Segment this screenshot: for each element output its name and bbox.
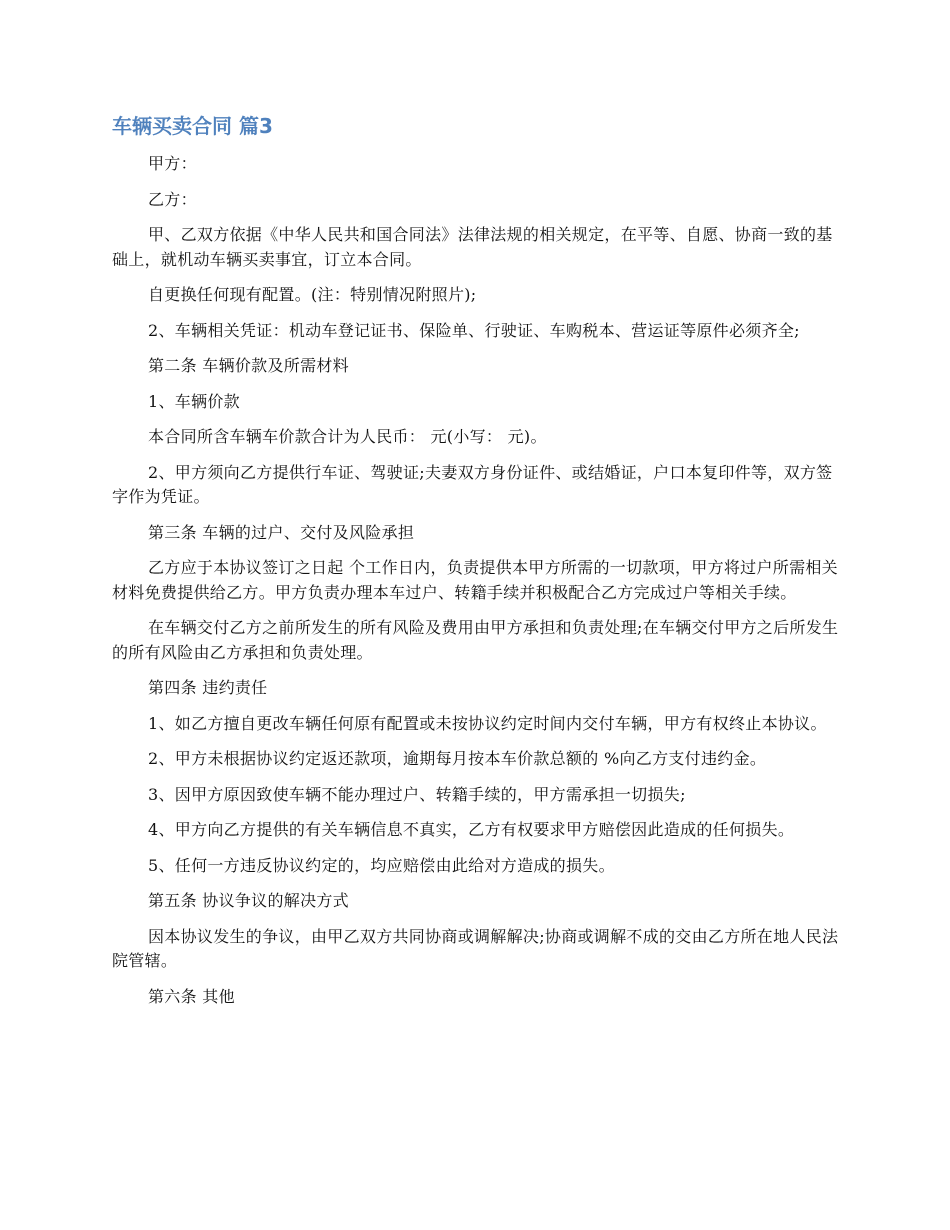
paragraph-breach-4: 4、甲方向乙方提供的有关车辆信息不真实，乙方有权要求甲方赔偿因此造成的任何损失。 <box>148 820 795 839</box>
section-heading-article-6: 第六条 其他 <box>148 986 235 1006</box>
section-heading-article-3: 第三条 车辆的过户、交付及风险承担 <box>148 522 415 542</box>
paragraph-dispute-resolution: 因本协议发生的争议，由甲乙双方共同协商或调解解决;协商或调解不成的交由乙方所在地人民法院管辖。 <box>112 926 839 970</box>
document-body <box>112 152 844 1020</box>
paragraph-vehicle-price-amount: 本合同所含车辆车价款合计为人民币： 元(小写： 元)。 <box>148 427 547 446</box>
paragraph-breach-1: 1、如乙方擅自更改车辆任何原有配置或未按协议约定时间内交付车辆，甲方有权终止本协议。 <box>148 713 827 733</box>
paragraph-required-certificates: 2、甲方须向乙方提供行车证、驾驶证;夫妻双方身份证件、或结婚证，户口本复印件等，双方签字作为凭证。 <box>112 462 833 506</box>
paragraph-breach-5: 5、任何一方违反协议约定的，均应赔偿由此给对方造成的损失。 <box>148 855 615 875</box>
document-title: 车辆买卖合同 篇3 <box>112 114 273 138</box>
paragraph-preamble: 甲、乙双方依据《中华人民共和国合同法》法律法规的相关规定，在平等、自愿、协商一致的基础上，就机动车辆买卖事宜，订立本合同。 <box>112 225 833 269</box>
paragraph-breach-2: 2、甲方未根据协议约定返还款项，逾期每月按本车价款总额的 %向乙方支付违约金。 <box>148 749 767 768</box>
paragraph-transfer-process: 乙方应于本协议签订之日起 个工作日内，负责提供本甲方所需的一切款项，甲方将过户所需相关材料免费提供给乙方。甲方负责办理本车过户、转籍手续并积极配合乙方完成过户等相关手续。 <box>112 558 838 602</box>
section-heading-article-2: 第二条 车辆价款及所需材料 <box>148 356 349 375</box>
paragraph-vehicle-price-heading: 1、车辆价款 <box>148 391 240 411</box>
paragraph-party-a: 甲方： <box>148 154 197 173</box>
section-heading-article-5: 第五条 协议争议的解决方式 <box>148 891 349 910</box>
paragraph-risk-allocation: 在车辆交付乙方之前所发生的所有风险及费用由甲方承担和负责处理;在车辆交付甲方之后所发生的所有风险由乙方承担和负责处理。 <box>112 618 839 662</box>
paragraph-configuration-note: 自更换任何现有配置。(注：特别情况附照片); <box>148 285 477 304</box>
paragraph-breach-3: 3、因甲方原因致使车辆不能办理过户、转籍手续的，甲方需承担一切损失; <box>148 784 686 804</box>
paragraph-party-b: 乙方： <box>148 189 197 209</box>
section-heading-article-4: 第四条 违约责任 <box>148 678 268 697</box>
paragraph-vehicle-documents: 2、车辆相关凭证：机动车登记证书、保险单、行驶证、车购税本、营运证等原件必须齐全; <box>148 320 800 340</box>
